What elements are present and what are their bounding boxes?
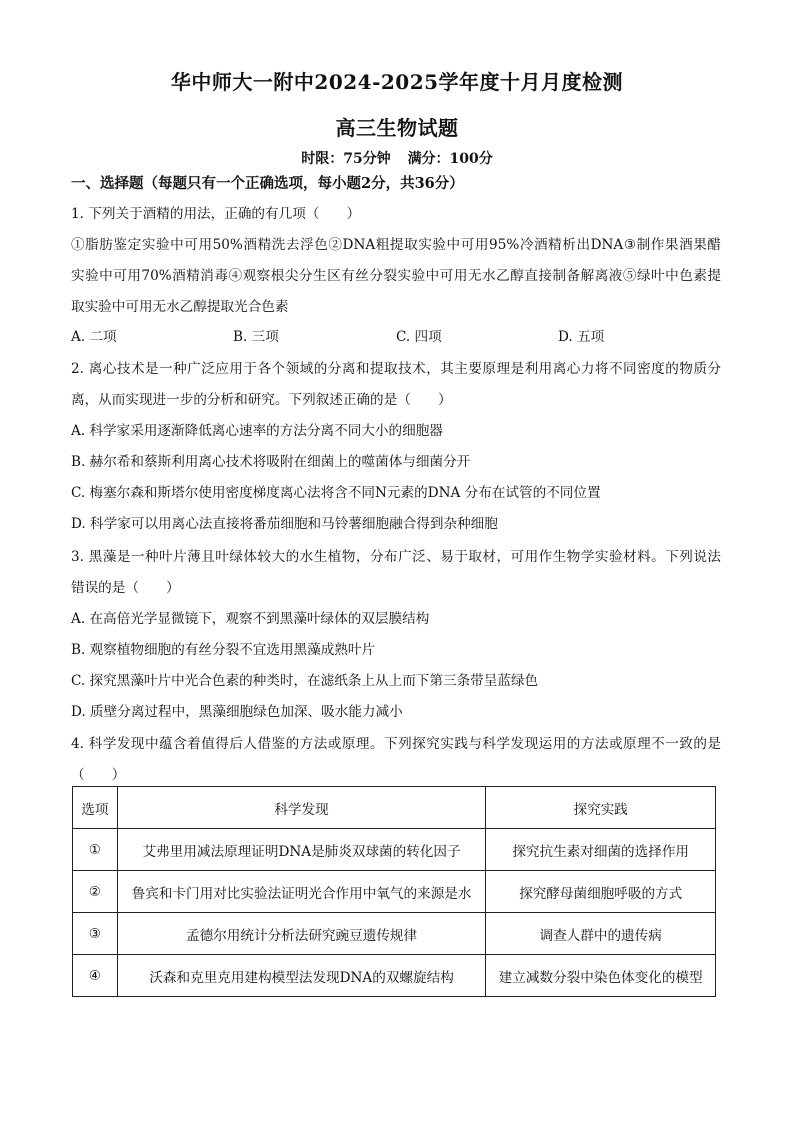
table-cell: 艾弗里用减法原理证明DNA是肺炎双球菌的转化因子	[117, 829, 486, 871]
q1-option-a: A. 二项	[71, 329, 117, 345]
table-cell: ①	[73, 829, 118, 871]
table-row	[73, 955, 716, 997]
q3-stem-line-1: 3. 黑藻是一种叶片薄且叶绿体较大的水生植物，分布广泛、易于取材，可用作生物学实验材料。下列说法	[71, 549, 721, 565]
table-cell: ④	[73, 955, 118, 997]
table-cell: ③	[73, 913, 118, 955]
q1-line-3: 取实验中可用无水乙醇提取光合色素	[71, 299, 289, 315]
q1-option-c: C. 四项	[396, 329, 442, 345]
q4-stem-line-2: （ ）	[71, 767, 126, 783]
q3-option-d: D. 质壁分离过程中，黑藻细胞绿色加深、吸水能力减小	[71, 704, 403, 720]
q1-option-b: B. 三项	[233, 329, 279, 345]
exam-title: 华中师大一附中2024-2025学年度十月月度检测	[170, 70, 624, 94]
exam-subtitle: 高三生物试题	[335, 116, 459, 140]
q2-stem-line-1: 2. 离心技术是一种广泛应用于各个领域的分离和提取技术，其主要原理是利用离心力将不同密度的物质分	[71, 361, 721, 377]
table-cell: 调查人群中的遗传病	[486, 913, 716, 955]
q1-line-2: 实验中可用70%酒精消毒④观察根尖分生区有丝分裂实验中可用无水乙醇直接制备解离液⑤绿叶中色素提	[71, 268, 721, 284]
q1-line-1: ①脂肪鉴定实验中可用50%酒精洗去浮色②DNA粗提取实验中可用95%冷酒精析出DNA③制作果酒果醋	[71, 237, 721, 253]
header-cell: 探究实践	[486, 787, 716, 829]
q3-option-b: B. 观察植物细胞的有丝分裂不宜选用黑藻成熟叶片	[71, 642, 376, 658]
q4-table	[72, 786, 716, 997]
header-cell: 选项	[73, 787, 118, 829]
table-row	[73, 829, 716, 871]
full-score: 满分：100分	[407, 151, 493, 167]
q2-option-c: C. 梅塞尔森和斯塔尔使用密度梯度离心法将含不同N元素的DNA 分布在试管的不同位置	[71, 485, 601, 501]
q1-stem: 1. 下列关于酒精的用法，正确的有几项（ ）	[71, 206, 361, 222]
table-cell: 鲁宾和卡门用对比实验法证明光合作用中氧气的来源是水	[117, 871, 486, 913]
table-cell: ②	[73, 871, 118, 913]
table-row	[73, 871, 716, 913]
exam-meta	[0, 148, 794, 168]
table-header-row	[73, 787, 716, 829]
time-limit: 时限：75分钟	[301, 151, 391, 167]
section-heading: 一、选择题（每题只有一个正确选项，每小题2分，共36分）	[71, 175, 464, 192]
header-cell: 科学发现	[117, 787, 486, 829]
q2-option-a: A. 科学家采用逐渐降低离心速率的方法分离不同大小的细胞器	[71, 423, 443, 439]
table-row	[73, 913, 716, 955]
q2-option-b: B. 赫尔希和蔡斯利用离心技术将吸附在细菌上的噬菌体与细菌分开	[71, 454, 471, 470]
table-cell: 探究抗生素对细菌的选择作用	[486, 829, 716, 871]
q1-option-d: D. 五项	[558, 329, 605, 345]
table-cell: 建立减数分裂中染色体变化的模型	[486, 955, 716, 997]
table-cell: 探究酵母菌细胞呼吸的方式	[486, 871, 716, 913]
q3-option-a: A. 在高倍光学显微镜下，观察不到黑藻叶绿体的双层膜结构	[71, 611, 430, 627]
q2-stem-line-2: 离，从而实现进一步的分析和研究。下列叙述正确的是（ ）	[71, 392, 452, 408]
q4-stem-line-1: 4. 科学发现中蕴含着值得后人借鉴的方法或原理。下列探究实践与科学发现运用的方法或原理不一致的是	[71, 736, 721, 752]
q3-stem-line-2: 错误的是（ ）	[71, 580, 180, 596]
table-cell: 孟德尔用统计分析法研究豌豆遗传规律	[117, 913, 486, 955]
table-cell: 沃森和克里克用建构模型法发现DNA的双螺旋结构	[117, 955, 486, 997]
q3-option-c: C. 探究黑藻叶片中光合色素的种类时，在滤纸条上从上而下第三条带呈蓝绿色	[71, 673, 539, 689]
q2-option-d: D. 科学家可以用离心法直接将番茄细胞和马铃薯细胞融合得到杂种细胞	[71, 516, 498, 532]
